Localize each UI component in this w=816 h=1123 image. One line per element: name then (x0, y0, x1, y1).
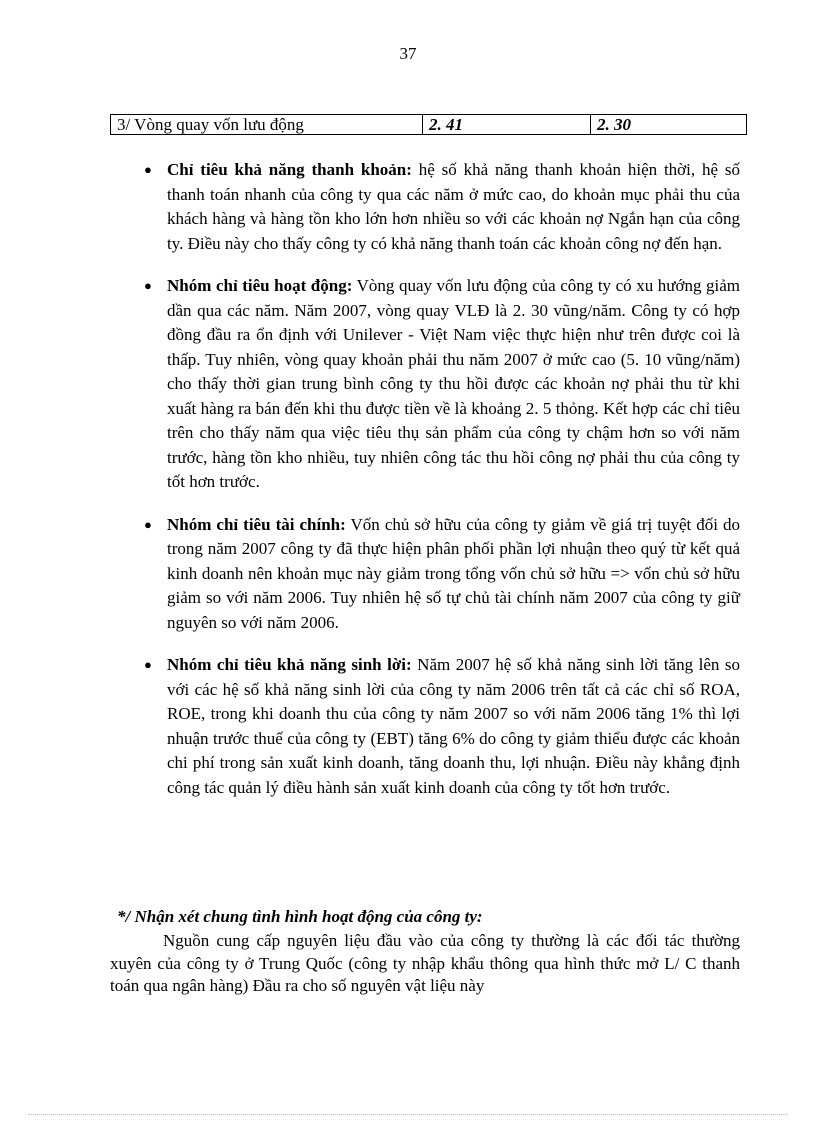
bullet-text: Vốn chủ sở hữu của công ty giảm về giá trị tuyệt đối do trong năm 2007 công ty đã thực hiện phân phối phần lợi nhuận theo quý từ kết quả kinh doanh nên khoản mục này giảm trong tổng vốn chủ sở hữu => vốn chủ sở hữu giảm so với năm 2006. Tuy nhiên hệ số tự chủ tài chính năm 2007 của công ty giữ nguyên so với năm 2006. (167, 514, 740, 632)
table-cell-label: 3/ Vòng quay vốn lưu động (111, 115, 423, 135)
bullet-text: hệ số khả năng thanh khoản hiện thời, hệ số thanh toán nhanh của công ty qua các năm ở mức cao, do khoản mục phải thu của khách hàng và hàng tồn kho lớn hơn nhiều so với các khoản nợ Ngắn hạn của công ty. Điều này cho thấy công ty có khả năng thanh toán các khoản công nợ đến hạn. (167, 160, 740, 253)
analysis-bullet-list (143, 158, 740, 818)
bullet-icon: ● (144, 657, 152, 672)
table-cell-value-2007: 2. 30 (591, 115, 747, 135)
summary-paragraph: Nguồn cung cấp nguyên liệu đầu vào của công ty thường là các đối tác thường xuyên của công ty ở Trung Quốc (công ty nhập khẩu thông qua hình thức mở L/ C thanh toán qua ngân hàng) Đầu ra cho số nguyên vật liệu này (110, 931, 740, 995)
bullet-title: Nhóm chỉ tiêu hoạt động: (167, 276, 353, 295)
bullet-text: Vòng quay vốn lưu động của công ty có xu hướng giảm dần qua các năm. Năm 2007, vòng quay VLĐ là 2. 30 vũng/năm. Công ty có hợp đồng đầu ra ổn định với Unilever - Việt Nam việc thực hiện như trên được coi là thấp. Tuy nhiên, vòng quay khoản phải thu năm 2007 ở mức cao (5. 10 vũng/năm) cho thấy thời gian trung bình công ty thu hồi được các khoản nợ phải thu từ khi xuất hàng ra bán đến khi thu được tiền về là khoảng 2. 5 thỏng. Kết hợp các chỉ tiêu trên cho thấy năm qua việc tiêu thụ sản phẩm của công ty chậm hơn so với năm trước, hàng tồn kho nhiều, tuy nhiên công tác thu hồi công nợ phải thu của công ty tốt hơn trước. (167, 276, 740, 491)
bullet-liquidity (143, 158, 740, 256)
table-cell-value-2006: 2. 41 (423, 115, 591, 135)
bullet-icon: ● (144, 278, 152, 293)
bullet-activity (143, 274, 740, 495)
bullet-financial (143, 513, 740, 636)
bullet-title: Nhóm chỉ tiêu khả năng sinh lời: (167, 655, 412, 674)
bullet-text: Năm 2007 hệ số khả năng sinh lời tăng lên so với các hệ số khả năng sinh lời của công ty năm 2006 trên tất cả các chỉ số ROA, ROE, trong khi doanh thu của công ty năm 2007 so với năm 2006 tăng 1% thì lợi nhuận trước thuế của công ty (EBT) tăng 6% do công ty giảm thiểu được các khoản chi phí trong sản xuất kinh doanh, tăng doanh thu, lợi nhuận. Điều này khẳng định công tác quản lý điều hành sản xuất kinh doanh của công ty tốt hơn trước. (167, 655, 740, 797)
summary-heading: */ Nhận xét chung tình hình hoạt động của công ty: (117, 907, 483, 926)
ratio-table (110, 114, 747, 135)
page-bottom-divider (28, 1114, 788, 1115)
bullet-icon: ● (144, 162, 152, 177)
bullet-title: Nhóm chỉ tiêu tài chính: (167, 514, 346, 534)
bullet-profitability (143, 653, 740, 800)
bullet-icon: ● (144, 516, 152, 532)
page-number: 37 (399, 44, 417, 63)
bullet-title: Chỉ tiêu khả năng thanh khoản: (167, 160, 412, 179)
table-row (111, 115, 747, 135)
